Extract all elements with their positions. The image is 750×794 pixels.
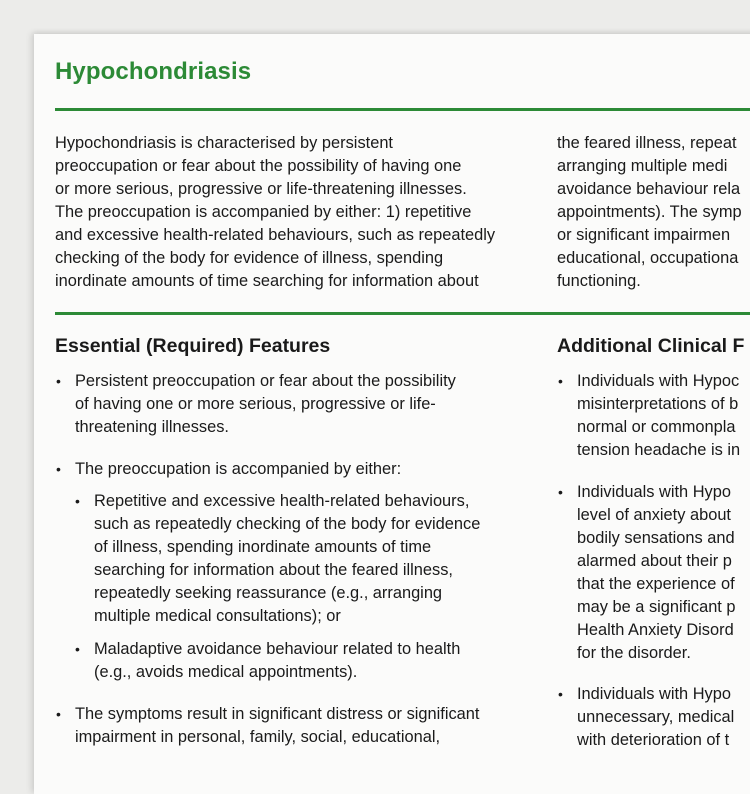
list-item-line: that the experience of	[577, 575, 735, 593]
list-item-line: misinterpretations of b	[577, 395, 739, 413]
list-item	[56, 458, 402, 481]
list-item-line: impairment in personal, family, social, educational,	[75, 728, 441, 746]
bullet-marker: •	[75, 493, 80, 509]
list-item-line: repeatedly seeking reassurance (e.g., arranging	[94, 584, 443, 602]
intro-line: the feared illness, repeat	[557, 134, 737, 152]
bullet-marker: •	[558, 373, 563, 389]
intro-line: arranging multiple medi	[557, 157, 728, 175]
bullet-marker: •	[56, 706, 61, 722]
list-item-line: Persistent preoccupation or fear about the possibility	[75, 372, 456, 390]
list-item-line: Individuals with Hypo	[577, 483, 731, 501]
intro-line: and excessive health-related behaviours, such as repeatedly	[55, 226, 496, 244]
intro-line: The preoccupation is accompanied by either: 1) repetitive	[55, 203, 472, 221]
list-item-line: such as repeatedly checking of the body for evidence	[94, 515, 481, 533]
intro-line: educational, occupationa	[557, 249, 739, 267]
list-item-line: Repetitive and excessive health-related behaviours,	[94, 492, 470, 510]
list-item	[56, 370, 456, 439]
additional-features-heading: Additional Clinical F	[557, 335, 745, 357]
list-item-line: unnecessary, medical	[577, 708, 735, 726]
intro-line: preoccupation or fear about the possibility of having one	[55, 157, 462, 175]
intro-line: avoidance behaviour rela	[557, 180, 741, 198]
list-item-line: normal or commonpla	[577, 418, 736, 436]
list-item-line: (e.g., avoids medical appointments).	[94, 663, 358, 681]
essential-features-heading: Essential (Required) Features	[55, 335, 331, 357]
list-item-line: Individuals with Hypoc	[577, 372, 740, 390]
document-page	[34, 34, 750, 794]
bullet-marker: •	[75, 641, 80, 657]
bullet-marker: •	[56, 373, 61, 389]
sub-list-item	[75, 490, 481, 628]
bullet-marker: •	[558, 484, 563, 500]
sub-list-item	[75, 638, 461, 684]
intro-paragraph-left	[55, 132, 535, 293]
list-item-line: Health Anxiety Disord	[577, 621, 734, 639]
list-item-line: Maladaptive avoidance behaviour related to health	[94, 640, 461, 658]
list-item-line: threatening illnesses.	[75, 418, 229, 436]
intro-line: appointments). The symp	[557, 203, 742, 221]
intro-line: or more serious, progressive or life-threatening illnesses.	[55, 180, 467, 198]
list-item-line: searching for information about the feared illness,	[94, 561, 453, 579]
title-divider	[55, 108, 750, 111]
list-item-line: tension headache is in	[577, 441, 741, 459]
bullet-marker: •	[56, 461, 61, 477]
intro-paragraph-right	[557, 132, 750, 293]
list-item-line: of having one or more serious, progressive or life-	[75, 395, 436, 413]
list-item-line: for the disorder.	[577, 644, 691, 662]
intro-line: checking of the body for evidence of illness, spending	[55, 249, 444, 267]
list-item	[558, 683, 735, 752]
list-item-line: of illness, spending inordinate amounts of time	[94, 538, 432, 556]
list-item-line: alarmed about their p	[577, 552, 732, 570]
list-item-line: The symptoms result in significant distress or significant	[75, 705, 480, 723]
intro-line: inordinate amounts of time searching for information about	[55, 272, 479, 290]
list-item-line: Individuals with Hypo	[577, 685, 731, 703]
list-item-line: level of anxiety about	[577, 506, 731, 524]
list-item	[56, 703, 480, 749]
intro-line: or significant impairmen	[557, 226, 731, 244]
list-item-line: with deterioration of t	[577, 731, 730, 749]
list-item	[558, 481, 736, 665]
list-item-line: The preoccupation is accompanied by either:	[75, 460, 402, 478]
bullet-marker: •	[558, 686, 563, 702]
intro-line: functioning.	[557, 272, 641, 290]
page-title: Hypochondriasis	[55, 58, 252, 85]
list-item-line: multiple medical consultations); or	[94, 607, 341, 625]
list-item-line: may be a significant p	[577, 598, 736, 616]
list-item-line: bodily sensations and	[577, 529, 735, 547]
section-divider	[55, 312, 750, 315]
intro-line: Hypochondriasis is characterised by persistent	[55, 134, 393, 152]
list-item	[558, 370, 741, 462]
